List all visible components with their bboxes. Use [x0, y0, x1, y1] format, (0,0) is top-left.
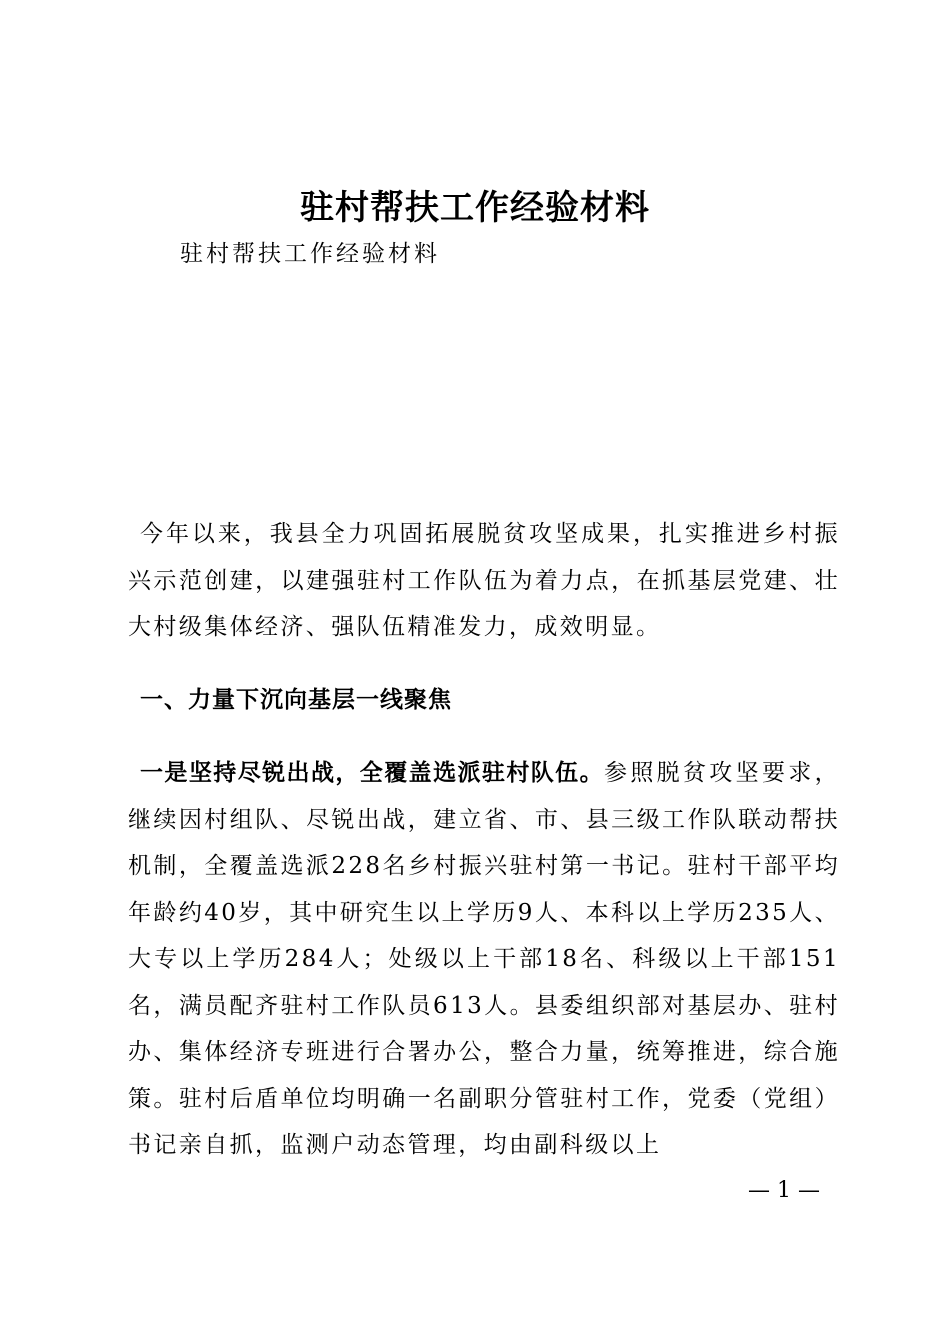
section-heading: 一、力量下沉向基层一线聚焦: [140, 687, 452, 713]
paragraph-1-lead: 一是坚持尽锐出战，全覆盖选派驻村队伍。: [140, 760, 605, 786]
document-subtitle: 驻村帮扶工作经验材料: [180, 241, 440, 267]
intro-text: 今年以来，我县全力巩固拓展脱贫攻坚成果，扎实推进乡村振兴示范创建，以建强驻村工作队伍为着力点，在抓基层党建、壮大村级集体经济、强队伍精准发力，成效明显。: [128, 521, 840, 640]
paragraph-1-text: 参照脱贫攻坚要求，继续因村组队、尽锐出战，建立省、市、县三级工作队联动帮扶机制，全覆盖选派228名乡村振兴驻村第一书记。驻村干部平均年龄约40岁，其中研究生以上学历9人、本科以上学历235人、大专以上学历284人；处级以上干部18名、科级以上干部151名，满员配齐驻村工作队员613人。县委组织部对基层办、驻村办、集体经济专班进行合署办公，整合力量，统筹推进，综合施策。驻村后盾单位均明确一名副职分管驻村工作，党委（党组）书记亲自抓，监测户动态管理，均由副科级以上: [128, 760, 840, 1158]
intro-paragraph: [128, 511, 840, 651]
page-number: — 1 —: [748, 1178, 820, 1203]
paragraph-1: [128, 750, 840, 1169]
document-title: 驻村帮扶工作经验材料: [300, 188, 650, 228]
